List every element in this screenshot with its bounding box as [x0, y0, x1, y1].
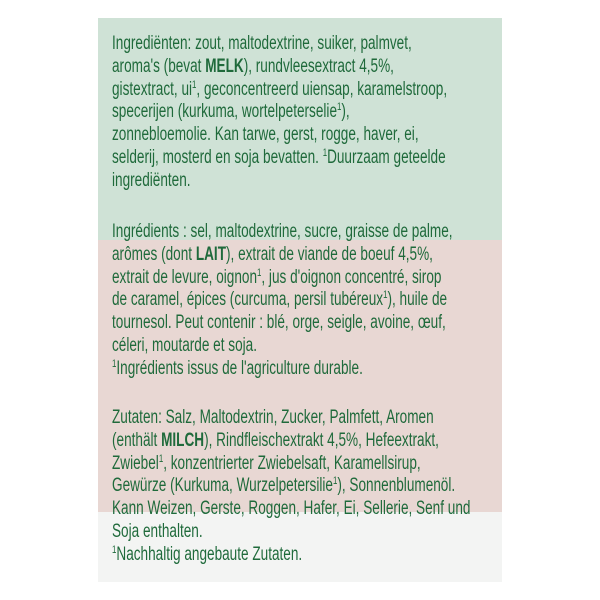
- ingredient-line: [112, 407, 484, 430]
- ingredient-line: [112, 521, 484, 544]
- ingredient-line: [112, 453, 484, 476]
- ingredient-line: [112, 56, 484, 79]
- ingredient-line: [112, 101, 484, 124]
- ingredient-text: aroma's (bevat: [112, 55, 206, 77]
- ingredient-line: [112, 221, 484, 244]
- ingredient-line: [112, 33, 484, 56]
- ingredients-dutch: [112, 33, 484, 193]
- ingredient-text: ),: [341, 101, 350, 123]
- ingredient-line: [112, 312, 484, 335]
- footnote-marker: 1: [322, 146, 328, 159]
- ingredient-line: [112, 147, 484, 170]
- ingredient-text: tournesol. Peut contenir : blé, orge, seigle, avoine, œuf,: [112, 312, 446, 334]
- ingredient-text: céleri, moutarde et soja.: [112, 334, 257, 356]
- ingredient-text: gistextract, ui: [112, 78, 193, 100]
- ingredient-text: , konzentrierter Zwiebelsaft, Karamellsirup,: [163, 452, 421, 474]
- footnote-marker: 1: [112, 357, 117, 370]
- allergen-highlight: LAIT: [195, 243, 227, 265]
- ingredient-text: Zutaten: Salz, Maltodextrin, Zucker, Palmfett, Aromen: [112, 407, 434, 428]
- ingredient-text: Soja enthalten.: [112, 520, 203, 542]
- ingredient-text: ), Rindfleischextrakt 4,5%, Hefeextrakt,: [204, 429, 439, 451]
- ingredient-text: Nachhaltig angebaute Zutaten.: [116, 543, 303, 565]
- footnote-marker: 1: [383, 289, 388, 302]
- allergen-highlight: MILCH: [161, 429, 205, 451]
- ingredient-text: extrait de levure, oignon: [112, 266, 257, 288]
- ingredient-line: [112, 170, 484, 193]
- ingredient-line: [112, 124, 484, 147]
- footnote-marker: 1: [337, 101, 342, 114]
- ingredient-line: [112, 244, 484, 267]
- ingredient-text: de caramel, épices (curcuma, persil tubéreux: [112, 289, 384, 311]
- footnote-marker: 1: [158, 452, 164, 465]
- ingredient-text: ingrediënten.: [112, 169, 191, 191]
- ingredient-text: Ingrediënten: zout, maltodextrine, suiker, palmvet,: [112, 33, 412, 54]
- ingredient-line: [112, 498, 484, 521]
- ingredient-line: [112, 267, 484, 290]
- ingredient-text: Ingrédients : sel, maltodextrine, sucre, graisse de palme,: [112, 221, 453, 242]
- ingredient-text: , jus d'oignon concentré, sirop: [261, 266, 442, 288]
- ingredient-label-panel: [98, 18, 502, 582]
- ingredient-line: [112, 335, 484, 358]
- ingredient-text: (enthält: [112, 429, 162, 451]
- ingredient-text: ), huile de: [387, 289, 448, 311]
- ingredient-text: ), extrait de viande de boeuf 4,5%,: [226, 243, 433, 265]
- footnote-marker: 1: [256, 266, 262, 279]
- ingredient-line: [112, 289, 484, 312]
- ingredient-text: Ingrédients issus de l'agriculture durable.: [116, 357, 363, 379]
- ingredient-line: [112, 430, 484, 453]
- footnote-marker: 1: [332, 475, 338, 488]
- ingredient-text: Zwiebel: [112, 452, 159, 474]
- ingredient-text: ), rundvleesextract 4,5%,: [243, 55, 394, 77]
- ingredient-line: [112, 79, 484, 102]
- ingredients-french: [112, 221, 484, 381]
- footnote-marker: 1: [192, 78, 197, 91]
- ingredient-line: [112, 544, 484, 567]
- ingredient-line: [112, 358, 484, 381]
- ingredient-text: Kann Weizen, Gerste, Roggen, Hafer, Ei, Sellerie, Senf und: [112, 498, 471, 520]
- ingredient-text: , geconcentreerd uiensap, karamelstroop,: [196, 78, 448, 100]
- ingredient-line: [112, 475, 484, 498]
- ingredient-text: zonnebloemolie. Kan tarwe, gerst, rogge, haver, ei,: [112, 124, 419, 146]
- allergen-highlight: MELK: [205, 55, 244, 77]
- ingredient-text: Duurzaam geteelde: [327, 146, 446, 168]
- ingredients-german: [112, 407, 484, 567]
- ingredient-text: arômes (dont: [112, 243, 196, 265]
- ingredient-text: Gewürze (Kurkuma, Wurzelpetersilie: [112, 475, 333, 497]
- ingredient-text: selderij, mosterd en soja bevatten.: [112, 146, 323, 168]
- ingredient-text: specerijen (kurkuma, wortelpeterselie: [112, 101, 338, 123]
- ingredient-text: ), Sonnenblumenöl.: [337, 475, 456, 497]
- footnote-marker: 1: [112, 543, 117, 556]
